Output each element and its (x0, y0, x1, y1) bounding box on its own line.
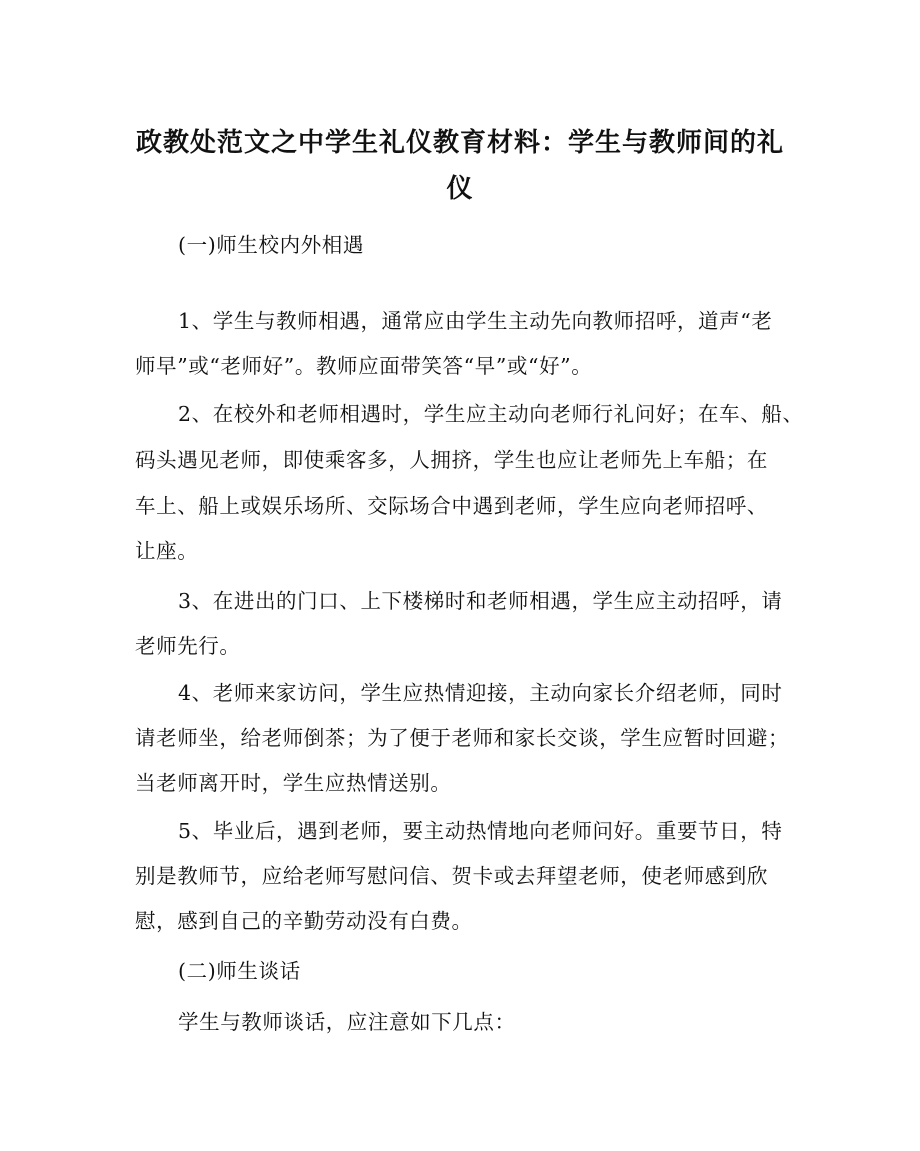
paragraph-line: 让座。 (135, 539, 199, 563)
paragraph-line: 别是教师节，应给老师写慰问信、贺卡或去拜望老师，使老师感到欣 (135, 864, 768, 888)
paragraph-line: 老师先行。 (135, 634, 241, 658)
paragraph-line: 4、老师来家访问，学生应热情迎接，主动向家长介绍老师，同时 (178, 681, 783, 705)
paragraph-line: 慰，感到自己的辛勤劳动没有白费。 (135, 909, 473, 933)
paragraph-line: 1、学生与教师相遇，通常应由学生主动先向教师招呼，道声“老 (178, 309, 773, 333)
paragraph-line: 码头遇见老师，即使乘客多，人拥挤，学生也应让老师先上车船；在 (135, 448, 768, 472)
paragraph-line: 当老师离开时，学生应热情送别。 (135, 771, 452, 795)
title-line: 政教处范文之中学生礼仪教育材料：学生与教师间的礼 (135, 128, 784, 158)
paragraph-line: 2、在校外和老师相遇时，学生应主动向老师行礼问好；在车、船、 (178, 402, 804, 426)
section-heading: (二)师生谈话 (178, 959, 301, 983)
paragraph-line: 学生与教师谈话，应注意如下几点： (178, 1010, 516, 1034)
paragraph-line: 车上、船上或娱乐场所、交际场合中遇到老师，学生应向老师招呼、 (135, 494, 768, 518)
paragraph-line: 3、在进出的门口、上下楼梯时和老师相遇，学生应主动招呼，请 (178, 589, 783, 613)
paragraph-line: 请老师坐，给老师倒茶；为了便于老师和家长交谈，学生应暂时回避； (135, 726, 790, 750)
paragraph-line: 师早”或“老师好”。教师应面带笑答“早”或“好”。 (135, 354, 593, 378)
title-line: 仪 (446, 174, 474, 204)
paragraph-line: 5、毕业后，遇到老师，要主动热情地向老师问好。重要节日，特 (178, 819, 783, 843)
section-heading: (一)师生校内外相遇 (178, 233, 364, 257)
